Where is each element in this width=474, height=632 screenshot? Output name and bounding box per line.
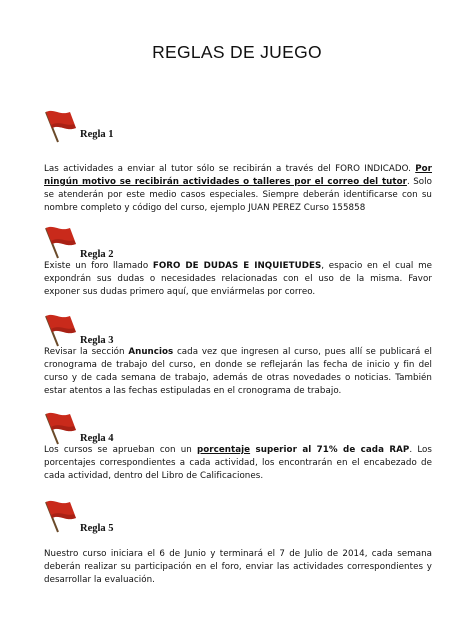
red-flag-icon xyxy=(40,106,80,144)
rule-5-label: Regla 5 xyxy=(80,523,114,534)
rule-3-text: Revisar la sección Anuncios cada vez que ingresen al curso, pues allí se publicará el cronograma de trabajo del curso, en donde se reflejarán las fecha de inicio y fin del curso y de cada semana de trabajo, además de otras novedades o noticias. También estar atentos a las fechas estipuladas en el cronograma de trabajo. xyxy=(44,347,432,396)
rule-1-emphasis: Por ningún motivo se recibirán actividades o talleres por el correo del tutor xyxy=(44,164,432,187)
rule-4-text: Los cursos se aprueban con un porcentaje superior al 71% de cada RAP. Los porcentajes correspondientes a cada actividad, los encontrarán en el encabezado de cada actividad, dentro del Libro de Calificaciones. xyxy=(44,445,432,481)
rule-4-emphasis: porcentaje xyxy=(197,445,251,455)
rule-3-label: Regla 3 xyxy=(80,335,114,346)
red-flag-icon xyxy=(40,222,80,260)
red-flag-icon xyxy=(40,496,80,534)
red-flag-icon xyxy=(40,408,80,446)
rule-5-text: Nuestro curso iniciara el 6 de Junio y terminará el 7 de Julio de 2014, cada semana deberán realizar su participación en el foro, enviar las actividades correspondientes y desarrollar la evaluación. xyxy=(44,549,432,585)
rule-2-emphasis: FORO DE DUDAS E INQUIETUDES xyxy=(152,261,322,271)
rule-2-label: Regla 2 xyxy=(80,249,114,260)
rule-4-emphasis-2: superior al 71% de cada RAP xyxy=(250,445,410,455)
rule-4-header xyxy=(40,408,240,448)
rule-1-text: Las actividades a enviar al tutor sólo se recibirán a través del FORO INDICADO. Por ningún motivo se recibirán actividades o talleres por el correo del tutor. Solo se atenderán por este medio casos especiales. Siempre deberán identificarse con su nombre completo y código del curso, ejemplo JUAN PEREZ Curso 155858 xyxy=(44,164,433,213)
rule-1-header xyxy=(40,106,240,146)
page-title: REGLAS DE JUEGO xyxy=(152,42,322,62)
rule-2-text: Existe un foro llamado FORO DE DUDAS E INQUIETUDES, espacio en el cual me expondrán sus dudas o necesidades relacionadas con el uso de la misma. Favor exponer sus dudas primero aquí, que enviármelas por correo. xyxy=(44,261,432,297)
rule-3-emphasis: Anuncios xyxy=(128,347,174,357)
rule-3-header xyxy=(40,310,240,350)
rule-2-header xyxy=(40,222,240,262)
rule-1-label: Regla 1 xyxy=(80,129,114,140)
red-flag-icon xyxy=(40,310,80,348)
rule-4-label: Regla 4 xyxy=(80,433,114,444)
rule-5-header xyxy=(40,496,240,536)
